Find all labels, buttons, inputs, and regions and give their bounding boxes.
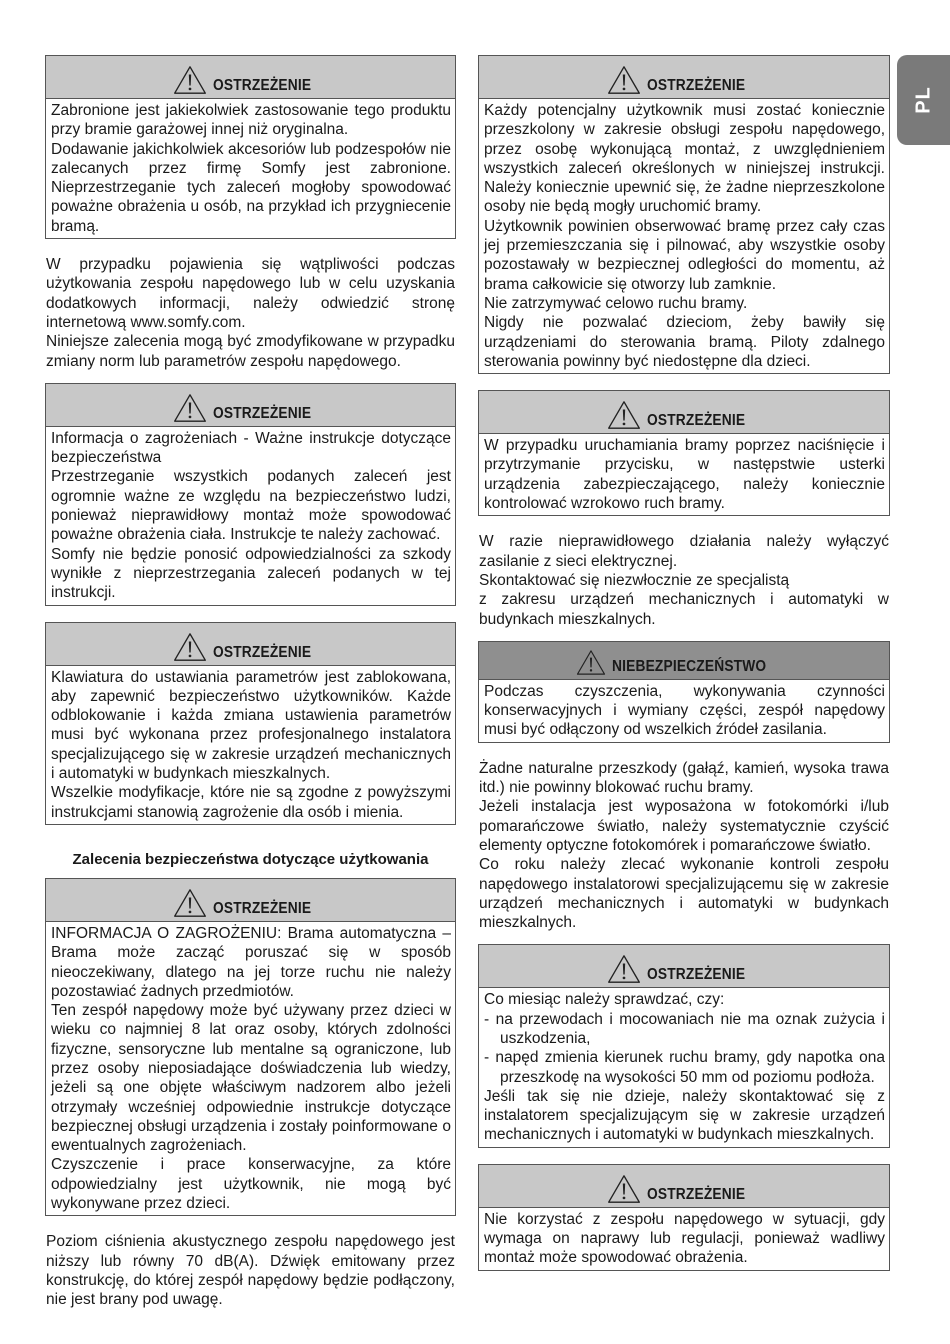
warning-box bbox=[45, 622, 456, 825]
checklist bbox=[484, 1010, 885, 1087]
warning-text: Czyszczenie i prace konserwacyjne, za które odpowiedzialny jest użytkownik, nie mogą być wykonywane przez dzieci. bbox=[51, 1156, 451, 1213]
warning-text: Nie korzystać z zespołu napędowego w sytuacji, gdy wymaga on naprawy lub regulacji, ponieważ wadliwy montaż może spowodować obrażenia. bbox=[484, 1210, 885, 1267]
warning-triangle-icon bbox=[173, 65, 207, 95]
warning-box-title: OSTRZEŻENIE bbox=[646, 1185, 746, 1203]
warning-box-header bbox=[479, 1165, 889, 1208]
warning-box-header bbox=[46, 623, 455, 666]
danger-box-title: NIEBEZPIECZEŃSTWO bbox=[612, 657, 767, 675]
warning-text: Zabronione jest jakiekolwiek zastosowanie tego produktu przy bramie garażowej innej niż oryginalna. bbox=[51, 102, 451, 139]
body-text-block bbox=[478, 759, 890, 933]
warning-box-header bbox=[479, 56, 889, 99]
warning-triangle-icon bbox=[173, 888, 207, 918]
body-paragraph: z zakresu urządzeń mechanicznych i automatyki w budynkach mieszkalnych. bbox=[479, 591, 889, 628]
checklist-item: - na przewodach i mocowaniach nie ma oznak zużycia i uszkodzenia, bbox=[484, 1010, 885, 1047]
warning-box bbox=[45, 878, 456, 1216]
warning-box-title: OSTRZEŻENIE bbox=[213, 404, 312, 422]
warning-box bbox=[478, 944, 890, 1147]
warning-box bbox=[478, 390, 890, 516]
body-text-block bbox=[45, 1232, 456, 1309]
warning-text: Informacja o zagrożeniach - Ważne instrukcje dotyczące bezpieczeństwa bbox=[51, 429, 451, 467]
body-paragraph: W przypadku pojawienia się wątpliwości podczas użytkowania zespołu napędowego lub w celu uzyskania dodatkowych informacji, należy odwiedzić stronę internetową www.somfy.com. bbox=[46, 256, 455, 331]
warning-box-header bbox=[46, 384, 455, 427]
warning-text: Dodawanie jakichkolwiek akcesoriów lub podzespołów nie zalecanych przez firmę Somfy jest zabronione. Nieprzestrzeganie tych zaleceń mogłoby spowodować poważne obrażenia u osób, na przykład ich przygniecenie bramą. bbox=[51, 140, 451, 235]
warning-text: Jeśli tak się nie dzieje, należy skontaktować się z instalatorem specjalizującym się w zakresie urządzeń mechanicznych i automatyki w budynkach mieszkalnych. bbox=[484, 1087, 885, 1144]
warning-text: Ten zespół napędowy może być używany przez dzieci w wieku co najmniej 8 lat oraz osoby, których zdolności fizyczne, sensoryczne lub mentalne są ograniczone, lub przez osoby nieposiadające doświadczenia lub wiedzy, jeżeli są one objęte właściwym nadzorem albo jeżeli otrzymały wcześniej odpowiednie instrukcje dotyczące bezpiecznej obsługi urządzenia i zostały poinformowane o ewentualnych zagrożeniach. bbox=[51, 1002, 451, 1155]
warning-triangle-icon bbox=[607, 1174, 641, 1204]
warning-box-header bbox=[479, 391, 889, 434]
warning-box bbox=[478, 1164, 890, 1271]
body-paragraph: Żadne naturalne przeszkody (gałąź, kamień, wysoka trawa itd.) nie powinny blokować ruchu bramy. bbox=[479, 759, 889, 797]
language-tab bbox=[897, 55, 950, 145]
danger-text: Podczas czyszczenia, wykonywania czynności konserwacyjnych i wymiany części, zespół napędowy musi być odłączony od wszelkich źródeł zasilania. bbox=[484, 682, 885, 739]
body-paragraph: W razie nieprawidłowego działania należy wyłączyć zasilanie z sieci elektrycznej. bbox=[479, 533, 889, 570]
warning-text: Przestrzeganie wszystkich podanych zaleceń jest ogromnie ważne ze względu na bezpieczeństwo ludzi, ponieważ nieprawidłowy montaż może spowodować poważne obrażenia ciała. Instrukcje te należy zachować. bbox=[51, 468, 451, 544]
warning-text: INFORMACJA O ZAGROŻENIU: Brama automatyczna – Brama może zacząć poruszać się w sposób nieoczekiwany, dlatego na jej torze ruchu nie należy pozostawiać żadnych przedmiotów. bbox=[51, 924, 451, 1000]
right-column bbox=[478, 55, 890, 1287]
warning-box-header bbox=[46, 56, 455, 99]
body-text-block bbox=[478, 532, 890, 628]
warning-box-title: OSTRZEŻENIE bbox=[646, 77, 746, 94]
warning-box-title: OSTRZEŻENIE bbox=[213, 899, 312, 917]
body-paragraph: Jeżeli instalacja jest wyposażona w fotokomórki i/lub pomarańczowe światło, należy systematycznie czyścić elementy optyczne fotokomórek i pomarańczowe światło. bbox=[479, 798, 889, 854]
warning-box bbox=[478, 55, 890, 374]
warning-box-title: OSTRZEŻENIE bbox=[213, 77, 312, 94]
warning-triangle-icon bbox=[173, 393, 207, 423]
warning-text: W przypadku uruchamiania bramy poprzez naciśnięcie i przytrzymanie przycisku, w następstwie usterki urządzenia zabezpieczającego, należy koniecznie kontrolować wzrokowo ruch bramy. bbox=[484, 437, 885, 513]
danger-box bbox=[478, 641, 890, 743]
danger-box-header bbox=[479, 642, 889, 680]
warning-text: Użytkownik powinien obserwować bramę przez cały czas jej przemieszczania się i pilnować, aby wszystkie osoby pozostawały w bezpiecznej odległości do momentu, aż brama całkowicie się otworzy lub zamknie. bbox=[484, 217, 885, 293]
warning-triangle-icon bbox=[173, 632, 207, 662]
warning-box-title: OSTRZEŻENIE bbox=[213, 643, 312, 661]
body-paragraph: Poziom ciśnienia akustycznego zespołu napędowego jest niższy lub równy 70 dB(A). Dźwięk emitowany przez konstrukcję, do której zespół napędowy będzie podłączony, nie jest brany pod uwagę. bbox=[46, 1233, 455, 1309]
warning-triangle-icon bbox=[607, 954, 641, 984]
checklist-item: - napęd zmienia kierunek ruchu bramy, gdy napotka ona przeszkodę na wysokości 50 mm od poziomu podłoża. bbox=[484, 1049, 885, 1086]
warning-triangle-icon bbox=[607, 400, 641, 430]
warning-box-header bbox=[46, 879, 455, 922]
warning-triangle-icon bbox=[607, 65, 641, 95]
section-heading: Zalecenia bezpieczeństwa dotyczące użytkowania bbox=[72, 850, 429, 868]
warning-box-title: OSTRZEŻENIE bbox=[646, 966, 746, 984]
warning-text: Somfy nie będzie ponosić odpowiedzialności za szkody wynikłe z nieprzestrzegania zaleceń podanych w tej instrukcji. bbox=[51, 545, 451, 602]
left-column bbox=[45, 55, 456, 1322]
warning-text: Wszelkie modyfikacje, które nie są zgodne z powyższymi instrukcjami stanowią zagrożenie dla osób i mienia. bbox=[51, 784, 451, 821]
body-paragraph: Co roku należy zlecać wykonanie kontroli zespołu napędowego instalatorowi specjalizującemu się w zakresie urządzeń mechanicznych i automatyki w budynkach mieszkalnych. bbox=[479, 856, 889, 932]
warning-box bbox=[45, 383, 456, 606]
body-text-block bbox=[45, 255, 456, 371]
language-tab-label: PL bbox=[912, 86, 934, 114]
body-paragraph: Skontaktować się niezwłocznie ze specjalistą bbox=[479, 571, 790, 589]
warning-triangle-icon bbox=[576, 649, 606, 676]
warning-text: Nie zatrzymywać celowo ruchu bramy. bbox=[484, 294, 748, 312]
warning-box bbox=[45, 55, 456, 239]
warning-text: Klawiatura do ustawiania parametrów jest zablokowana, aby zapewnić bezpieczeństwo użytkowników. Każde odblokowanie i każda zmiana ustawienia parametrów musi być wykonana przez profesjonalnego instalatora specjalizującego się w zakresie urządzeń mechanicznych i automatyki w budynkach mieszkalnych. bbox=[51, 668, 451, 783]
warning-box-header bbox=[479, 945, 889, 988]
warning-text: Co miesiąc należy sprawdzać, czy: bbox=[484, 991, 725, 1009]
warning-box-title: OSTRZEŻENIE bbox=[646, 412, 746, 430]
body-paragraph: Niniejsze zalecenia mogą być zmodyfikowane w przypadku zmiany norm lub parametrów zespołu napędowego. bbox=[46, 333, 455, 370]
warning-text: Każdy potencjalny użytkownik musi zostać koniecznie przeszkolony w zakresie obsługi zespołu napędowego, przez osobę wykonującą montaż, z uwzględnieniem wszystkich zaleceń określonych w niniejszej instrukcji. Należy koniecznie upewnić się, że żadne nieprzeszkolone osoby nie będą mogły uruchomić bramy. bbox=[484, 102, 885, 216]
warning-text: Nigdy nie pozwalać dzieciom, żeby bawiły się urządzeniami do sterowania bramą. Piloty zdalnego sterowania powinny być niedostępne dla dzieci. bbox=[484, 314, 885, 370]
